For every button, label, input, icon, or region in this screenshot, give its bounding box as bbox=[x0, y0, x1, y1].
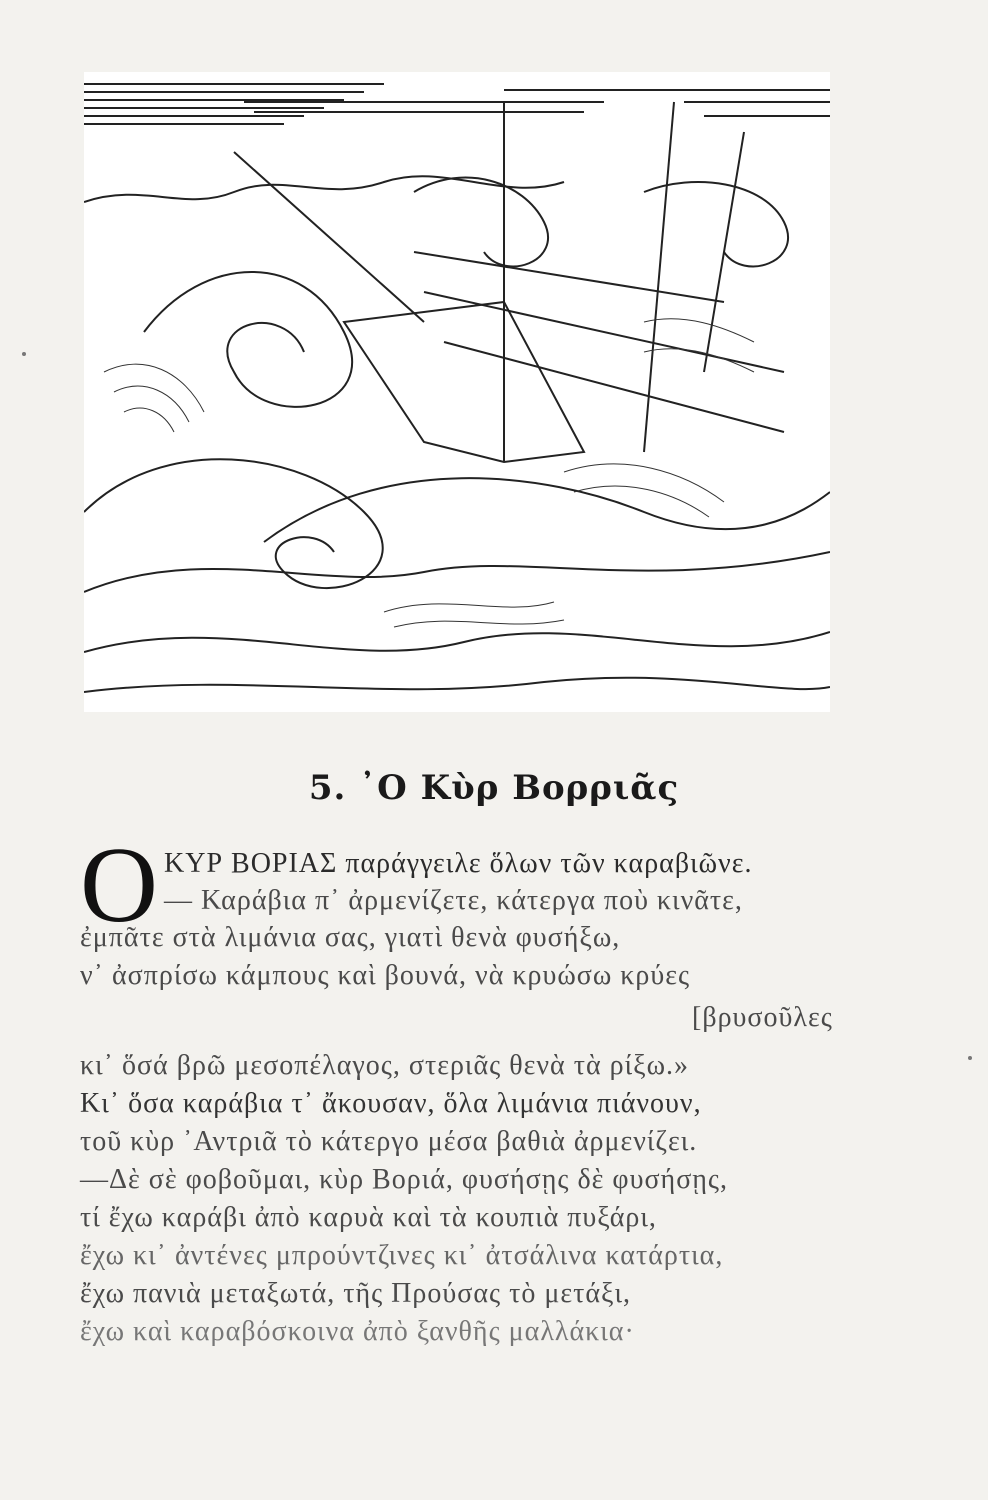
poem-line: ἐμπᾶτε στὰ λιμάνια σας, γιατὶ θενὰ φυσήξω, bbox=[80, 922, 621, 953]
poem-line: ἔχω καὶ καραβόσκοινα ἀπὸ ξανθῆς μαλλάκια· bbox=[80, 1316, 635, 1347]
drop-cap: Ο bbox=[80, 826, 158, 945]
poem-line: τί ἔχω καράβι ἀπὸ καρυὰ καὶ τὰ κουπιὰ πυξάρι, bbox=[80, 1202, 657, 1233]
poem-line: ν᾿ ἀσπρίσω κάμπους καὶ βουνά, νὰ κρυώσω κρύες bbox=[80, 960, 691, 991]
poem-line: ΚΥΡ ΒΟΡΙΑΣ παράγγειλε ὅλων τῶν καραβιῶνε. bbox=[164, 848, 753, 879]
poem-line: τοῦ κὺρ ᾿Αντριᾶ τὸ κάτεργο μέσα βαθιὰ ἀρμενίζει. bbox=[80, 1126, 698, 1157]
poem-line-continuation: [βρυσοῦλες bbox=[692, 1002, 833, 1033]
storm-engraving bbox=[84, 72, 830, 712]
poem-line: κι᾿ ὅσά βρῶ μεσοπέλαγος, στεριᾶς θενὰ τὰ ρίξω.» bbox=[80, 1050, 690, 1081]
poem-line: — Καράβια π᾿ ἀρμενίζετε, κάτεργα ποὺ κινᾶτε, bbox=[164, 885, 743, 916]
poem-title: 5. ᾿Ο Κὺρ Βορριᾶς bbox=[308, 768, 680, 808]
ship-storm-illustration bbox=[84, 72, 830, 712]
poem-line: ἔχω κι᾿ ἀντένες μπρούντζινες κι᾿ ἀτσάλινα κατάρτια, bbox=[80, 1240, 724, 1271]
poem-line: —Δὲ σὲ φοβοῦμαι, κὺρ Βοριά, φυσήσῃς δὲ φυσήσῃς, bbox=[80, 1164, 729, 1195]
margin-speck bbox=[22, 352, 26, 356]
poem-line: Κι᾿ ὅσα καράβια τ᾿ ἄκουσαν, ὅλα λιμάνια πιάνουν, bbox=[80, 1088, 702, 1119]
margin-speck bbox=[968, 1056, 972, 1060]
poem-line: ἔχω πανιὰ μεταξωτά, τῆς Προύσας τὸ μετάξι, bbox=[80, 1278, 632, 1309]
